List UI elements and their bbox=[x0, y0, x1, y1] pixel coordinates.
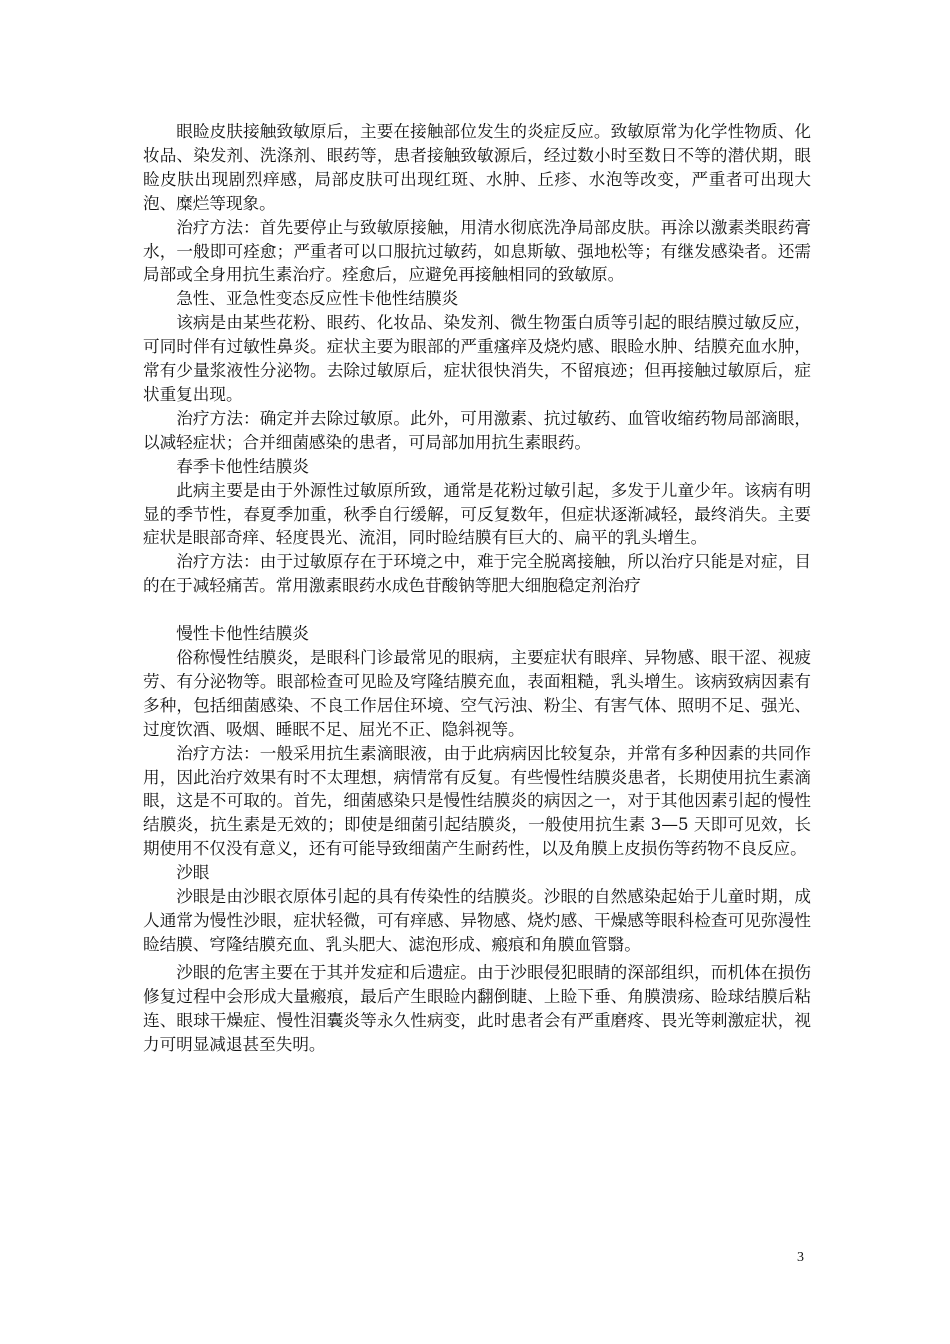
paragraph-spring-conjunctivitis: 此病主要是由于外源性过敏原所致，通常是花粉过敏引起，多发于儿童少年。该病有明显的季节性，春夏季加重，秋季自行缓解，可反复数年，但症状逐渐减轻，最终消失。主要症状是眼部奇痒、轻度畏光、流泪，同时睑结膜有巨大的、扁平的乳头增生。 bbox=[143, 480, 811, 548]
paragraph-eyelid-treatment: 治疗方法：首先要停止与致敏原接触，用清水彻底洗净局部皮肤。再涂以激素类眼药膏水，一般即可痊愈；严重者可以口服抗过敏药，如息斯敏、强地松等；有继发感染者。还需局部或全身用抗生素治疗。痊愈后，应避免再接触相同的致敏原。 bbox=[143, 217, 811, 285]
document-body bbox=[143, 120, 811, 1056]
page-number: 3 bbox=[797, 1250, 804, 1265]
paragraph-spring-treatment: 治疗方法：由于过敏原存在于环境之中，难于完全脱离接触，所以治疗只能是对症，目的在于减轻痛苦。常用激素眼药水成色苷酸钠等肥大细胞稳定剂治疗 bbox=[143, 552, 811, 596]
paragraph-trachoma: 沙眼是由沙眼衣原体引起的具有传染性的结膜炎。沙眼的自然感染起始于儿童时期，成人通常为慢性沙眼，症状轻微，可有痒感、异物感、烧灼感、干燥感等眼科检查可见弥漫性睑结膜、穹隆结膜充血、乳头肥大、滤泡形成、瘢痕和角膜血管翳。 bbox=[143, 887, 811, 954]
paragraph-trachoma-complications: 沙眼的危害主要在于其并发症和后遗症。由于沙眼侵犯眼睛的深部组织，而机体在损伤修复过程中会形成大量瘢痕，最后产生眼睑内翻倒睫、上睑下垂、角膜溃疡、睑球结膜后粘连、眼球干燥症、慢性泪囊炎等永久性病变，此时患者会有严重磨疼、畏光等刺激症状，视力可明显减退甚至失明。 bbox=[143, 962, 811, 1054]
paragraph-chronic-conjunctivitis: 俗称慢性结膜炎，是眼科门诊最常见的眼病，主要症状有眼痒、异物感、眼干涩、视疲劳、有分泌物等。眼部检查可见睑及穹隆结膜充血，表面粗糙，乳头增生。该病致病因素有多种，包括细菌感染、不良工作居住环境、空气污浊、粉尘、有害气体、照明不足、强光、过度饮酒、吸烟、睡眠不足、屈光不正、隐斜视等。 bbox=[143, 648, 811, 739]
heading-chronic-conjunctivitis: 慢性卡他性结膜炎 bbox=[176, 624, 309, 644]
heading-trachoma: 沙眼 bbox=[176, 863, 210, 883]
paragraph-eyelid-dermatitis: 眼睑皮肤接触致敏原后，主要在接触部位发生的炎症反应。致敏原常为化学性物质、化妆品、染发剂、洗涤剂、眼药等，患者接触致敏源后，经过数小时至数日不等的潜伏期，眼睑皮肤出现剧烈痒感，局部皮肤可出现红斑、水肿、丘疹、水泡等改变，严重者可出现大泡、糜烂等现象。 bbox=[143, 122, 811, 213]
heading-spring-conjunctivitis: 春季卡他性结膜炎 bbox=[176, 456, 309, 476]
paragraph-acute-treatment: 治疗方法：确定并去除过敏原。此外，可用激素、抗过敏药、血管收缩药物局部滴眼，以减轻症状；合并细菌感染的患者，可局部加用抗生素眼药。 bbox=[143, 408, 811, 452]
paragraph-chronic-treatment: 治疗方法：一般采用抗生素滴眼液，由于此病病因比较复杂，并常有多种因素的共同作用，因此治疗效果有时不太理想，病情常有反复。有些慢性结膜炎患者，长期使用抗生素滴眼，这是不可取的。首先，细菌感染只是慢性结膜炎的病因之一，对于其他因素引起的慢性结膜炎，抗生素是无效的；即使是细菌引起结膜炎，一般使用抗生素 3—5 天即可见效，长期使用不仅没有意义，还有可能导致细菌产生耐药性，以及角膜上皮损伤等药物不良反应。 bbox=[143, 743, 811, 859]
heading-acute-conjunctivitis: 急性、亚急性变态反应性卡他性结膜炎 bbox=[176, 289, 459, 309]
paragraph-acute-conjunctivitis: 该病是由某些花粉、眼药、化妆品、染发剂、微生物蛋白质等引起的眼结膜过敏反应，可同时伴有过敏性鼻炎。症状主要为眼部的严重瘙痒及烧灼感、眼睑水肿、结膜充血水肿，常有少量浆液性分泌物。去除过敏原后，症状很快消失，不留痕迹；但再接触过敏原后，症状重复出现。 bbox=[143, 313, 811, 404]
